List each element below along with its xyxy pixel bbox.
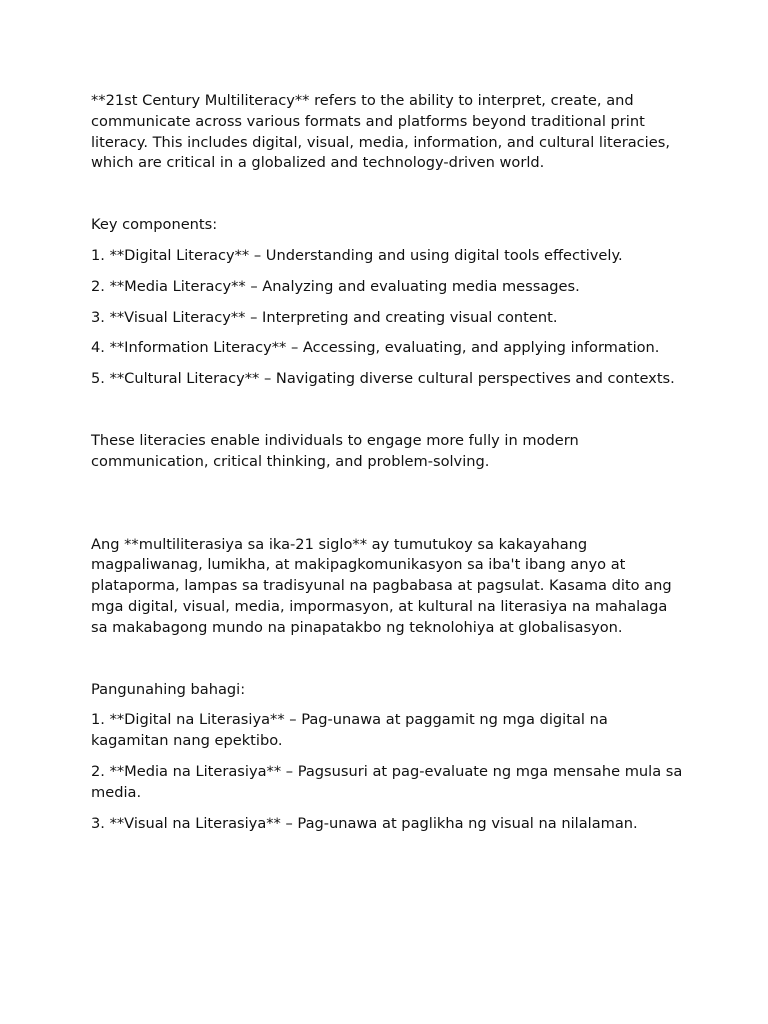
- filipino-components-heading: Pangunahing bahagi:: [91, 680, 246, 698]
- list-item: 2. **Media Literacy** – Analyzing and evaluating media messages.: [91, 277, 580, 295]
- list-item: 5. **Cultural Literacy** – Navigating diverse cultural perspectives and contexts.: [91, 370, 675, 388]
- list-item: 3. **Visual na Literasiya** – Pag-unawa at paglikha ng visual na nilalaman.: [91, 814, 638, 832]
- list-item: 4. **Information Literacy** – Accessing, evaluating, and applying information.: [91, 339, 660, 357]
- list-item: 2. **Media na Literasiya** – Pagsusuri at pag-evaluate ng mga mensahe mula sa media.: [91, 762, 683, 801]
- list-item: 1. **Digital Literacy** – Understanding and using digital tools effectively.: [91, 246, 623, 264]
- intro-paragraph: **21st Century Multiliteracy** refers to the ability to interpret, create, and communicate across various formats and platforms beyond traditional print literacy. This includes digital, visual, media, information, and cultural literacies, which are critical in a globalized and technology-driven world.: [91, 92, 670, 172]
- closing-paragraph: These literacies enable individuals to engage more fully in modern communication, critical thinking, and problem-solving.: [91, 431, 579, 470]
- section-spacer: [91, 473, 688, 535]
- components-heading: Key components:: [91, 216, 218, 234]
- filipino-intro-paragraph: Ang **multiliterasiya sa ika-21 siglo** ay tumutukoy sa kakayahang magpaliwanag, lumikha, at makipagkomunikasyon sa iba't ibang anyo at plataporma, lampas sa tradisyunal na pagbabasa at pagsulat. Kasama dito ang mga digital, visual, media, impormasyon, at kultural na literasiya na mahalaga sa makabagong mundo na pinapatakbo ng teknolohiya at globalisasyon.: [91, 535, 672, 636]
- list-item: 3. **Visual Literacy** – Interpreting and creating visual content.: [91, 308, 558, 326]
- list-item: 1. **Digital na Literasiya** – Pag-unawa at paggamit ng mga digital na kagamitan nang epektibo.: [91, 711, 608, 750]
